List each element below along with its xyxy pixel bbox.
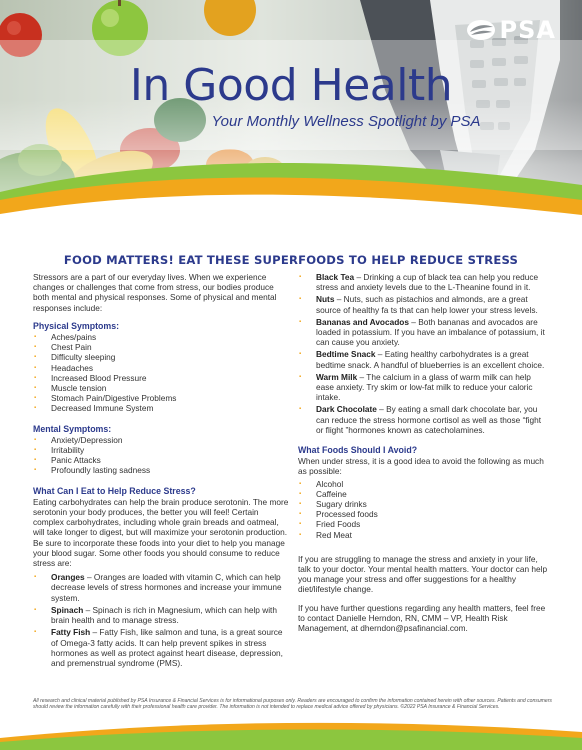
- food-desc: – Eating healthy carbohydrates is a great bedtime snack. A handful of blueberries is an excellent choice.: [316, 349, 545, 370]
- food-desc: – Both bananas and avocados are loaded in potassium. If you have an imbalance of potassium, it can cause you anxiety.: [316, 316, 545, 348]
- foods-to-avoid-list: [298, 479, 550, 540]
- food-name: Nuts: [316, 294, 335, 305]
- article-heading: FOOD MATTERS! EAT THESE SUPERFOODS TO HELP REDUCE STRESS: [63, 253, 519, 267]
- mental-symptoms-list: [33, 435, 289, 476]
- food-item-bedtime-snack: [298, 349, 550, 369]
- food-desc: – Nuts, such as pistachios and almonds, are a great source of healthy fa ts that can help lower your stress levels.: [316, 294, 538, 315]
- closing-paragraph: If you are struggling to manage the stress and anxiety in your life, talk to your doctor. Your mental health matters. Your doctor can help you manage your stress and offer suggestions for a healthy diet/lifestyle change.: [298, 553, 548, 595]
- list-item: ▪ Processed foods: [298, 509, 550, 519]
- list-item: ▪ Difficulty sleeping: [33, 352, 289, 362]
- list-item: ▪ Aches/pains: [33, 332, 289, 342]
- food-desc: – Spinach is rich in Magnesium, which can help with brain health and to manage stress.: [51, 604, 277, 626]
- left-column: [33, 272, 289, 674]
- what-to-eat-paragraph: Eating carbohydrates can help the brain produce serotonin. The more serotonin your body produces, the better you will feel! Certain complex carbohydrates, including whole grain breads and oatmeal, will take longer to digest, but will maximize your serotonin production. Be sure to incorporate these foods into your diet to help you manage your blood sugar. Some other foods you should consume to reduce stress are:: [33, 496, 289, 569]
- list-item: ▪ Irritability: [33, 445, 289, 455]
- intro-paragraph: Stressors are a part of our everyday lives. When we experience changes or challenges that come from stress, our bodies produce both mental and physical responses. Some of physical and mental responses include:: [33, 272, 277, 313]
- header-banner: [0, 0, 582, 244]
- newsletter-subtitle: Your Monthly Wellness Spotlight by PSA: [211, 113, 481, 130]
- contact-paragraph: If you have further questions regarding any health matters, feel free to contact Danielle Herndon, RN, CMM – VP, Health Risk Management, at dherndon@psafinancial.com.: [298, 602, 546, 634]
- food-item-nuts: [298, 294, 550, 314]
- list-item: ▪ Decreased Immune System: [33, 403, 289, 413]
- list-item: ▪ Panic Attacks: [33, 455, 289, 465]
- food-item-warm-milk: [298, 372, 550, 403]
- list-item: ▪ Increased Blood Pressure: [33, 373, 289, 383]
- food-item-spinach: [33, 605, 289, 625]
- food-name: Fatty Fish: [51, 627, 91, 638]
- foods-list-right: [298, 272, 550, 435]
- list-item: ▪ Stomach Pain/Digestive Problems: [33, 393, 289, 403]
- list-item: ▪ Fried Foods: [298, 519, 550, 529]
- foods-list-left: [33, 572, 289, 668]
- logo-text: PSA: [499, 16, 556, 44]
- food-item-dark-chocolate: [298, 404, 550, 435]
- right-column: [298, 272, 550, 641]
- food-name: Bananas and Avocados: [316, 316, 409, 327]
- food-name: Warm Milk: [316, 371, 358, 382]
- list-item: ▪ Headaches: [33, 363, 289, 373]
- what-to-eat-heading: What Can I Eat to Help Reduce Stress?: [33, 485, 196, 496]
- food-item-oranges: [33, 572, 289, 603]
- list-item: ▪ Red Meat: [298, 530, 550, 540]
- foods-to-avoid-heading: What Foods Should I Avoid?: [298, 445, 418, 456]
- food-name: Dark Chocolate: [316, 404, 377, 415]
- food-item-black-tea: [298, 272, 550, 292]
- list-item: ▪ Alcohol: [298, 479, 550, 489]
- food-name: Black Tea: [316, 272, 355, 282]
- list-item: ▪ Profoundly lasting sadness: [33, 465, 289, 475]
- psa-logo: [466, 16, 556, 44]
- food-desc: – By eating a small dark chocolate bar, you can reduce the stress hormone cortisol as well as those “fight or flight ”hormones known as catecholamines.: [316, 404, 542, 435]
- food-item-fatty-fish: [33, 627, 289, 668]
- newsletter-title: In Good Health: [129, 60, 453, 111]
- list-item: ▪ Muscle tension: [33, 383, 289, 393]
- food-desc: – Fatty Fish, like salmon and tuna, is a great source of Omega-3 fatty acids. It can help prevent spikes in stress hormones as well as protect against heart disease, depression, and premenstrual syndrome (PMS).: [51, 627, 283, 668]
- mental-symptoms-heading: Mental Symptoms:: [33, 423, 112, 434]
- list-item: ▪ Caffeine: [298, 489, 550, 499]
- footer-swoosh: [0, 710, 582, 750]
- physical-symptoms-list: [33, 332, 289, 414]
- psa-swirl-icon: [466, 18, 496, 42]
- list-item: ▪ Chest Pain: [33, 342, 289, 352]
- title-block: [0, 60, 582, 130]
- list-item: ▪ Sugary drinks: [298, 499, 550, 509]
- food-name: Oranges: [51, 572, 85, 583]
- physical-symptoms-heading: Physical Symptoms:: [33, 320, 120, 331]
- list-item: ▪ Anxiety/Depression: [33, 435, 289, 445]
- food-name: Bedtime Snack: [316, 349, 376, 360]
- food-desc: – Drinking a cup of black tea can help you reduce stress and anxiety levels due to the L-Theanine found in it.: [316, 272, 539, 293]
- foods-to-avoid-intro: When under stress, it is a good idea to avoid the following as much as possible:: [298, 456, 544, 477]
- food-desc: – Oranges are loaded with vitamin C, which can help decrease levels of stress hormones and increase your immune system.: [51, 572, 282, 603]
- disclaimer: All research and clinical material published by PSA Insurance & Financial Services is for informational purposes only. Readers are encouraged to confirm the information contained herein with other sources. Patients and consumers should review the information carefully with their professional health care provider. The information is not intended to replace medical advice offered by physicians. ©2022 PSA Insurance & Financial Services.: [33, 698, 552, 711]
- food-item-bananas-avocados: [298, 317, 550, 348]
- food-desc: – The calcium in a glass of warm milk can help ease anxiety. Try skim or low-fat milk to reduce your caloric intake.: [316, 371, 533, 403]
- food-name: Spinach: [51, 604, 84, 615]
